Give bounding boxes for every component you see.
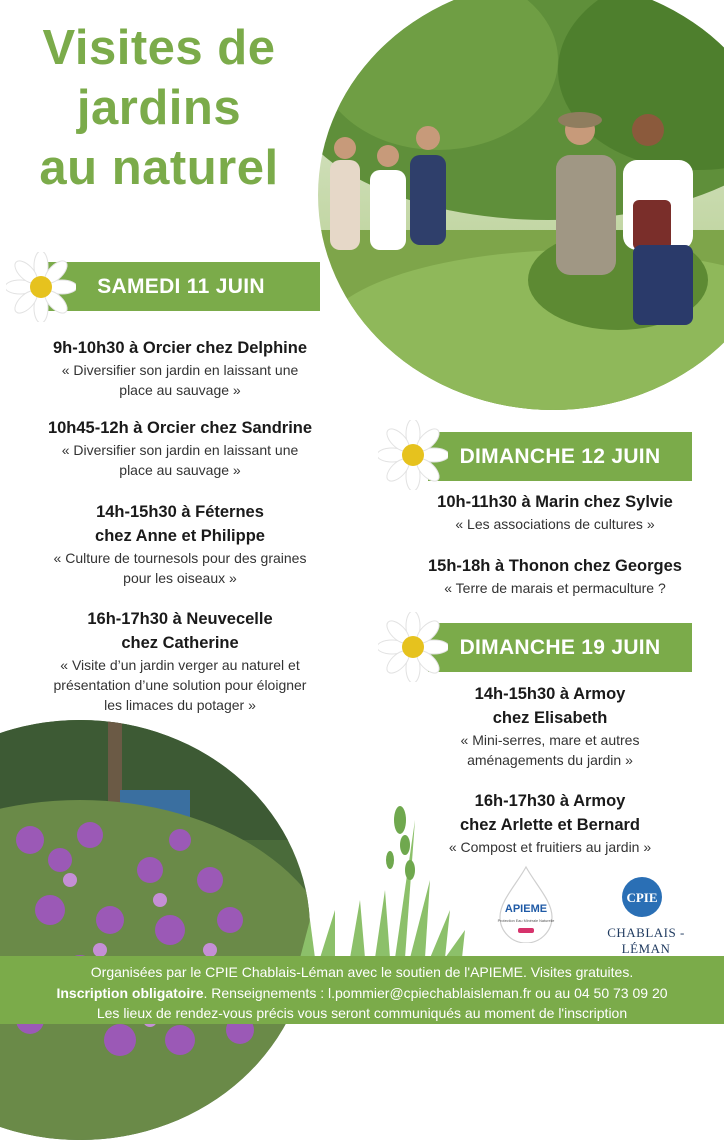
event-time: 14h-15h30 à Armoy [474,685,626,703]
event-time: 10h-11h30 à Marin chez Sylvie [437,493,673,511]
event-item [20,500,340,588]
svg-text:CPIE: CPIE [626,890,658,905]
title-line-3: au naturel [39,141,279,195]
event-description: place au sauvage » [119,382,241,398]
event-description: aménagements du jardin » [467,752,633,768]
event-time: 9h-10h30 à Orcier chez Delphine [52,339,308,357]
event-time: 10h45-12h à Orcier chez Sandrine [47,419,313,437]
event-description: « Culture de tournesols pour des graines [53,550,307,566]
daisy-icon [378,612,448,682]
date-banner-label: SAMEDI 11 JUIN [97,274,265,298]
event-description: « Compost et fruitiers au jardin » [448,839,652,855]
event-description: « Les associations de cultures » [455,516,655,532]
cpie-label: CHABLAIS - LÉMAN [607,925,685,956]
daisy-icon [378,420,448,490]
footer-info [0,956,724,1024]
event-description: place au sauvage » [119,462,241,478]
date-banner-samedi [42,262,320,311]
apieme-logo-icon [496,865,556,943]
event-description: « Diversifier son jardin en laissant une [61,442,299,458]
cpie-logo-icon [620,875,664,919]
daisy-icon [6,252,76,322]
event-item [20,416,340,480]
event-time: 14h-15h30 à Féternes [96,503,264,521]
title-line-1: Visites de [42,21,276,75]
event-host: chez Anne et Philippe [95,527,265,545]
event-description: « Mini-serres, mare et autres [460,732,640,748]
event-host: chez Elisabeth [492,709,608,727]
event-time: 15h-18h à Thonon chez Georges [428,557,682,575]
svg-text:APIEME: APIEME [504,903,548,915]
event-host: chez Catherine [121,634,239,652]
event-item [390,554,720,598]
event-description: présentation d’une solution pour éloigner [53,677,307,693]
event-item [400,682,700,770]
svg-text:Protection Eau Minérale Nature: Protection Eau Minérale Naturelle [497,919,555,923]
event-time: 16h-17h30 à Neuvecelle [87,610,273,628]
event-item [20,336,340,400]
event-description: « Visite d’un jardin verger au naturel et [60,657,300,673]
flowers-photo [0,720,310,1140]
event-description: « Terre de marais et permaculture ? [444,580,666,596]
date-banner-label: DIMANCHE 12 JUIN [459,444,661,468]
poster-title [0,18,318,198]
event-item [20,607,340,715]
event-item [390,490,720,534]
footer-line-1: Organisées par le CPIE Chablais-Léman avec le soutien de l'APIEME. Visites gratuites. [90,964,634,980]
footer-line-2 [0,983,724,1004]
title-line-2: jardins [76,81,242,135]
event-description: « Diversifier son jardin en laissant une [61,362,299,378]
garden-visitors-photo [318,0,724,410]
event-description: pour les oiseaux » [123,570,237,586]
date-banner-label: DIMANCHE 19 JUIN [459,635,661,659]
event-host: chez Arlette et Bernard [459,816,641,834]
event-description: les limaces du potager » [104,697,256,713]
footer-contact: . Renseignements : l.pommier@cpiechablaisleman.fr ou au 04 50 73 09 20 [203,984,668,1001]
date-banner-dimanche-12 [428,432,692,481]
date-banner-dimanche-19 [428,623,692,672]
event-time: 16h-17h30 à Armoy [474,792,626,810]
footer-line-3: Les lieux de rendez-vous précis vous seront communiqués au moment de l'inscription [96,1005,628,1021]
footer-registration-required: Inscription obligatoire [56,984,204,1001]
grass-decoration-icon [290,800,470,958]
